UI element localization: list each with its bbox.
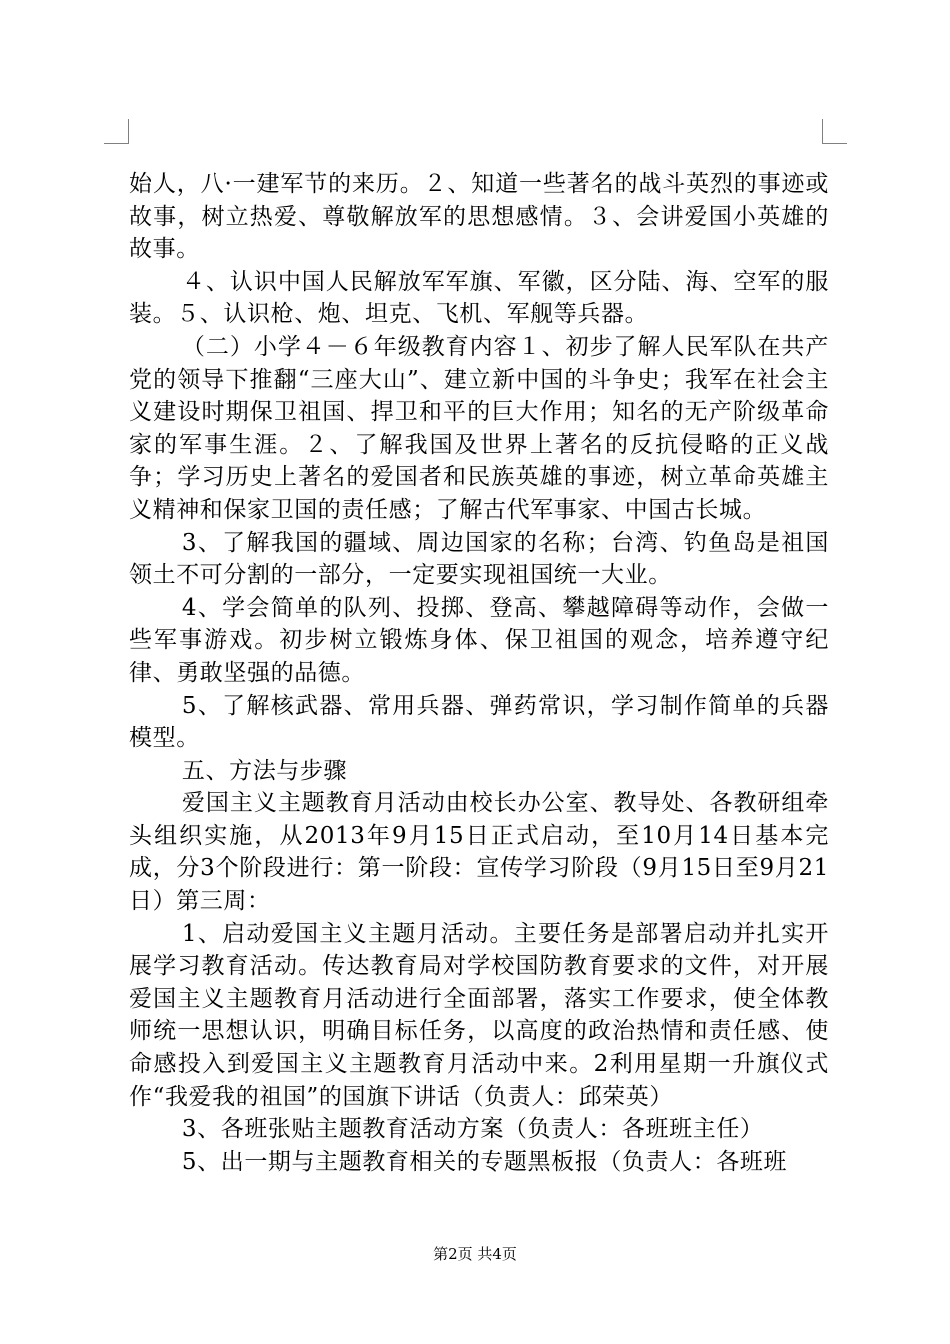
document-body (129, 168, 829, 1178)
paragraph: ４、认识中国人民解放军军旗、军徽，区分陆、海、空军的服装。５、认识枪、炮、坦克、飞机、军舰等兵器。 (129, 268, 829, 328)
page-number-footer: 第2页 共4页 (433, 1245, 517, 1263)
paragraph: 爱国主义主题教育月活动由校长办公室、教导处、各教研组牵头组织实施，从2013年9月15日正式启动，至10月14日基本完成，分3个阶段进行：第一阶段：宣传学习阶段（9月15日至9月21日）第三周： (129, 790, 829, 915)
paragraph: 5、了解核武器、常用兵器、弹药常识，学习制作简单的兵器模型。 (129, 692, 829, 752)
paragraph: 5、出一期与主题教育相关的专题黑板报（负责人：各班班 (181, 1148, 788, 1175)
paragraph: 4、学会简单的队列、投掷、登高、攀越障碍等动作，会做一些军事游戏。初步树立锻炼身体、保卫祖国的观念，培养遵守纪律、勇敢坚强的品德。 (129, 594, 829, 686)
paragraph: 1、启动爱国主义主题月活动。主要任务是部署启动并扎实开展学习教育活动。传达教育局对学校国防教育要求的文件，对开展爱国主义主题教育月活动进行全面部署，落实工作要求，使全体教师统一思想认识，明确目标任务，以高度的政治热情和责任感、使命感投入到爱国主义主题教育月活动中来。2利用星期一升旗仪式作“我爱我的祖国”的国旗下讲话（负责人：邱荣英） (129, 920, 829, 1110)
paragraph: 始人，八·一建军节的来历。２、知道一些著名的战斗英烈的事迹或故事，树立热爱、尊敬解放军的思想感情。３、会讲爱国小英雄的故事。 (129, 171, 829, 263)
crop-mark-top-right (822, 119, 847, 144)
crop-mark-top-left (104, 119, 129, 144)
paragraph: （二）小学４－６年级教育内容１、初步了解人民军队在共产党的领导下推翻“三座大山”、建立新中国的斗争史；我军在社会主义建设时期保卫祖国、捍卫和平的巨大作用；知名的无产阶级革命家的军事生涯。２、了解我国及世界上著名的反抗侵略的正义战争；学习历史上著名的爱国者和民族英雄的事迹，树立革命英雄主义精神和保家卫国的责任感；了解古代军事家、中国古长城。 (129, 333, 829, 523)
paragraph: 3、各班张贴主题教育活动方案（负责人：各班班主任） (181, 1116, 764, 1143)
paragraph: 3、了解我国的疆域、周边国家的名称；台湾、钓鱼岛是祖国领土不可分割的一部分，一定要实现祖国统一大业。 (129, 529, 829, 589)
section-heading: 五、方法与步骤 (181, 757, 348, 784)
